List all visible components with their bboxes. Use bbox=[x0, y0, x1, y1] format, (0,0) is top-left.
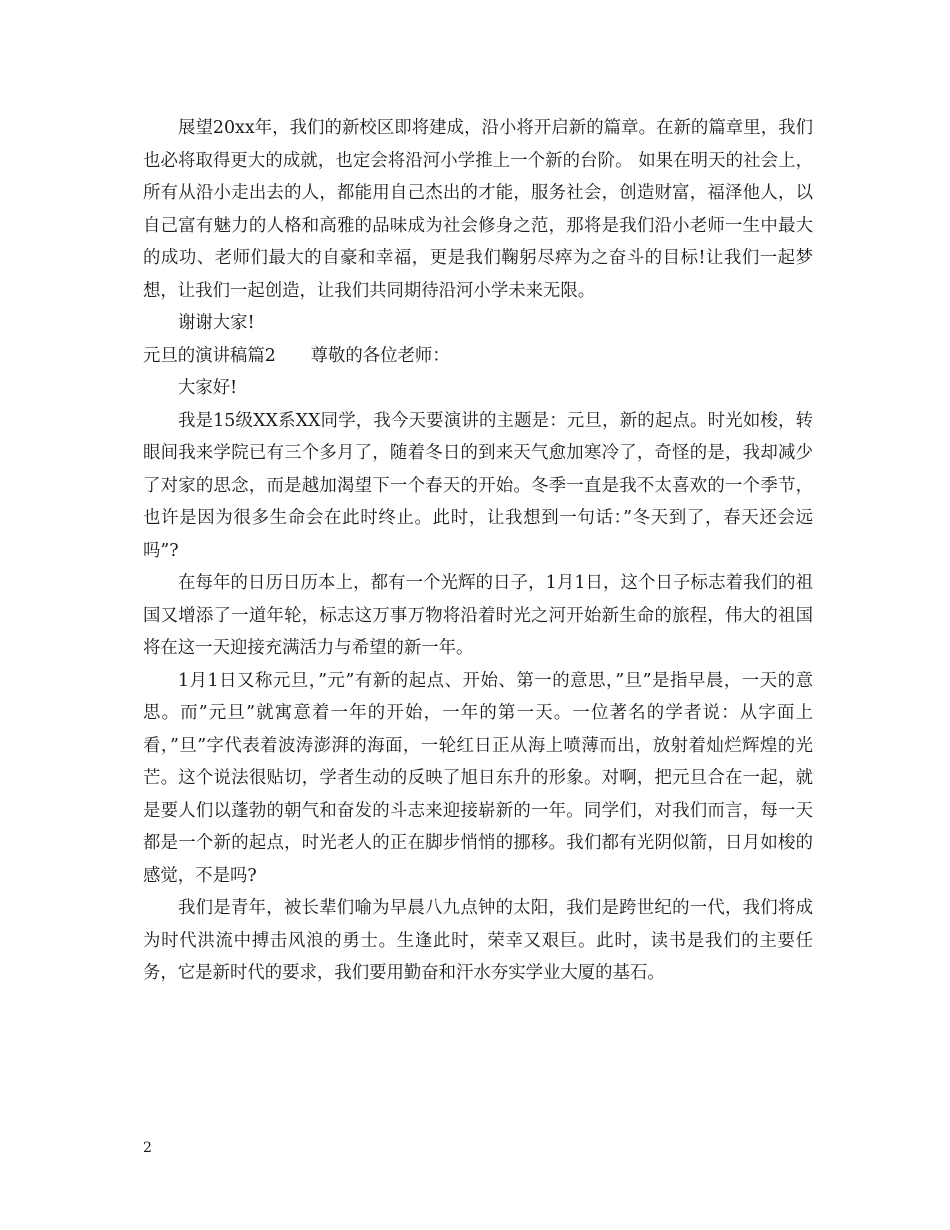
body-text bbox=[143, 112, 813, 990]
paragraph-meaning: 1月1日又称元旦，”元”有新的起点、开始、第一的意思，”旦”是指早晨，一天的意思。而”元旦”就寓意着一年的开始，一年的第一天。一位著名的学者说：从字面上看，”旦”字代表着波涛澎湃的海面，一轮红日正从海上喷薄而出，放射着灿烂辉煌的光芒。这个说法很贴切，学者生动的反映了旭日东升的形象。对啊，把元旦合在一起，就是要人们以蓬勃的朝气和奋发的斗志来迎接崭新的一年。同学们，对我们而言，每一天都是一个新的起点，时光老人的正在脚步悄悄的挪移。我们都有光阴似箭，日月如梭的感觉，不是吗? bbox=[143, 670, 813, 886]
paragraph-thanks: 谢谢大家! bbox=[178, 313, 255, 333]
page-number: 2 bbox=[143, 1140, 152, 1156]
section-heading: 元旦的演讲稿篇2 尊敬的各位老师： bbox=[143, 345, 450, 366]
paragraph-youth: 我们是青年，被长辈们喻为早晨八九点钟的太阳，我们是跨世纪的一代，我们将成为时代洪流中搏击风浪的勇士。生逢此时，荣幸又艰巨。此时，读书是我们的主要任务，它是新时代的要求，我们要用勤奋和汗水夯实学业大厦的基石。 bbox=[143, 898, 813, 983]
paragraph-intro: 我是15级XX系XX同学，我今天要演讲的主题是：元旦，新的起点。时光如梭，转眼间我来学院已有三个多月了，随着冬日的到来天气愈加寒冷了，奇怪的是，我却减少了对家的思念，而是越加渴望下一个春天的开始。冬季一直是我不太喜欢的一个季节，也许是因为很多生命会在此时终止。此时，让我想到一句话：”冬天到了，春天还会远吗”? bbox=[143, 410, 813, 561]
paragraph-greeting: 大家好! bbox=[178, 378, 238, 398]
paragraph-calendar: 在每年的日历日历本上，都有一个光辉的日子，1月1日，这个日子标志着我们的祖国又增添了一道年轮，标志这万事万物将沿着时光之河开始新生命的旅程，伟大的祖国将在这一天迎接充满活力与希望的新一年。 bbox=[143, 573, 813, 658]
paragraph-vision: 展望20xx年，我们的新校区即将建成，沿小将开启新的篇章。在新的篇章里，我们也必将取得更大的成就，也定会将沿河小学推上一个新的台阶。 如果在明天的社会上，所有从沿小走出去的人，都能用自己杰出的才能，服务社会，创造财富，福泽他人，以自己富有魅力的人格和高雅的品味成为社会修身之范，那将是我们沿小老师一生中最大的成功、老师们最大的自豪和幸福，更是我们鞠躬尽瘁为之奋斗的目标!让我们一起梦想，让我们一起创造，让我们共同期待沿河小学未来无限。 bbox=[143, 118, 813, 301]
